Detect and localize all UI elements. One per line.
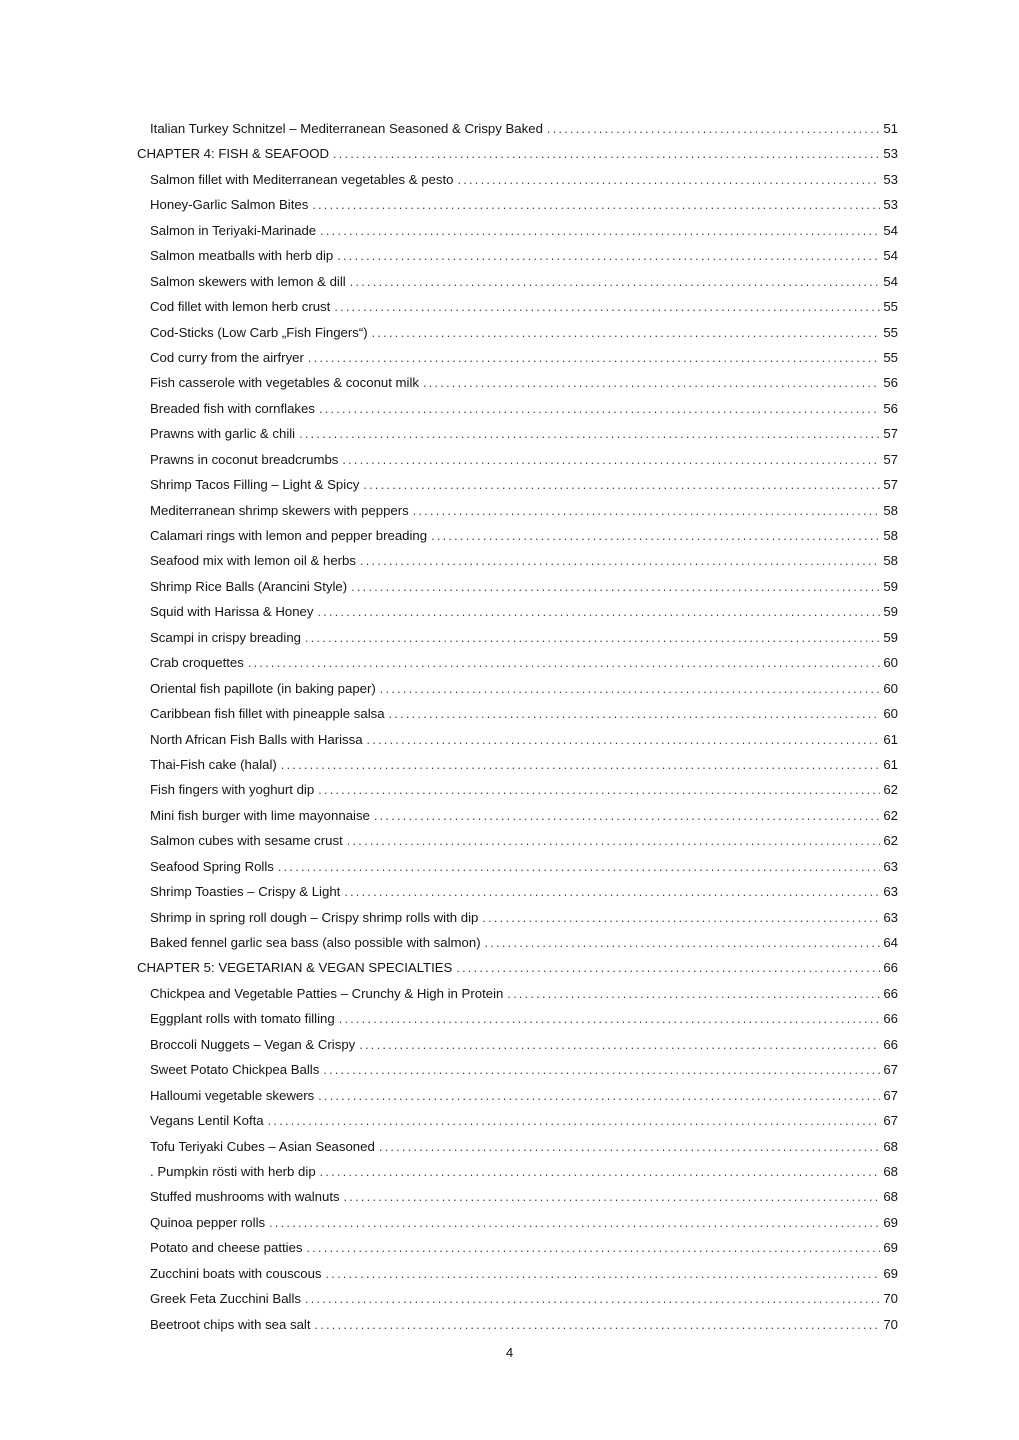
dot-leader <box>347 828 881 854</box>
toc-entry-page: 67 <box>883 1087 898 1103</box>
toc-entry <box>137 1134 898 1159</box>
toc-entry <box>137 599 898 624</box>
toc-entry-page: 60 <box>883 655 898 671</box>
toc-entry <box>137 905 898 930</box>
toc-entry-page: 62 <box>883 833 898 849</box>
toc-entry-label: Crab croquettes <box>150 655 244 671</box>
toc-entry <box>137 192 898 217</box>
toc-entry <box>137 396 898 421</box>
dot-leader <box>307 1235 881 1261</box>
dot-leader <box>372 320 881 346</box>
toc-entry-page: 62 <box>883 807 898 823</box>
toc-entry <box>137 243 898 268</box>
toc-entry-page: 57 <box>883 477 898 493</box>
toc-entry <box>137 1261 898 1286</box>
toc-entry <box>137 625 898 650</box>
toc-entry <box>137 1159 898 1184</box>
toc-entry-label: Calamari rings with lemon and pepper breading <box>150 528 428 543</box>
toc-entry-page: 69 <box>883 1240 898 1256</box>
dot-leader <box>320 218 880 244</box>
dot-leader <box>268 1108 881 1134</box>
dot-leader <box>334 294 880 320</box>
toc-entry-page: 60 <box>883 680 898 696</box>
toc-entry <box>137 1108 898 1133</box>
toc-entry <box>137 269 898 294</box>
dot-leader <box>333 141 880 167</box>
dot-leader <box>350 269 881 295</box>
toc-entry-label: Potato and cheese patties <box>150 1240 303 1256</box>
toc-entry-page: 69 <box>883 1265 898 1281</box>
toc-entry-label: Salmon in Teriyaki-Marinade <box>150 222 317 238</box>
toc-entry-label: Cod fillet with lemon herb crust <box>150 299 331 315</box>
toc-entry-page: 55 <box>883 349 898 365</box>
toc-entry <box>137 1184 898 1209</box>
dot-leader <box>326 1261 881 1287</box>
toc-entry-page: 56 <box>883 400 898 416</box>
dot-leader <box>339 1006 881 1032</box>
toc-entry-page: 68 <box>883 1138 898 1154</box>
dot-leader <box>367 727 881 753</box>
dot-leader <box>299 421 880 447</box>
dot-leader <box>281 752 881 778</box>
toc-entry <box>137 218 898 243</box>
toc-entry-label: Stuffed mushrooms with walnuts <box>150 1189 340 1205</box>
toc-entry-page: 53 <box>883 146 898 162</box>
dot-leader <box>323 1057 880 1083</box>
toc-entry-page: 63 <box>883 909 898 925</box>
dot-leader <box>318 777 880 803</box>
toc-entry <box>137 930 898 955</box>
toc-entry-page: 53 <box>883 171 898 187</box>
toc-entry-label: Tofu Teriyaki Cubes – Asian Seasoned <box>150 1138 375 1154</box>
toc-entry-page: 58 <box>883 553 898 569</box>
toc-entry <box>137 116 898 141</box>
toc-entry-page: 70 <box>883 1291 898 1307</box>
toc-entry <box>137 447 898 472</box>
dot-leader <box>248 650 881 676</box>
toc-entry-label: Beetroot chips with sea salt <box>150 1316 311 1332</box>
toc-list <box>137 116 898 1337</box>
toc-entry-label: Shrimp Rice Balls (Arancini Style) <box>150 578 348 594</box>
dot-leader <box>278 854 880 880</box>
toc-entry <box>137 167 898 192</box>
toc-entry-page: 69 <box>883 1214 898 1230</box>
toc-entry-page: 56 <box>883 375 898 391</box>
toc-entry-label: Honey-Garlic Salmon Bites <box>150 197 309 213</box>
toc-entry <box>137 294 898 319</box>
toc-entry-page: 60 <box>883 706 898 722</box>
toc-entry <box>137 1006 898 1031</box>
toc-entry-page: 54 <box>883 222 898 238</box>
toc-entry-label: Breaded fish with cornflakes <box>150 400 315 416</box>
dot-leader <box>413 498 881 524</box>
dot-leader <box>342 447 880 473</box>
toc-entry-page: 61 <box>883 731 898 747</box>
toc-entry-label: Thai-Fish cake (halal) <box>150 756 277 772</box>
toc-entry-page: 54 <box>883 273 898 289</box>
toc-entry-page: 67 <box>883 1113 898 1129</box>
toc-entry <box>137 981 898 1006</box>
toc-entry <box>137 854 898 879</box>
toc-entry-label: Vegans Lentil Kofta <box>150 1113 264 1129</box>
toc-entry-page: 66 <box>883 985 898 1001</box>
dot-leader <box>351 574 880 600</box>
dot-leader <box>389 701 881 727</box>
toc-entry-label: Salmon skewers with lemon & dill <box>150 273 346 289</box>
toc-entry-label: Mediterranean shrimp skewers with peppers <box>150 502 409 518</box>
toc-entry <box>137 1057 898 1082</box>
toc-entry-label: Greek Feta Zucchini Balls <box>150 1291 301 1307</box>
toc-entry-page: 54 <box>883 248 898 264</box>
toc-entry-label: Fish casserole with vegetables & coconut milk <box>150 375 419 391</box>
toc-entry-label: Chickpea and Vegetable Patties – Crunchy & High in Protein <box>150 985 504 1001</box>
toc-entry-page: 51 <box>883 121 898 136</box>
dot-leader <box>485 930 881 956</box>
toc-entry <box>137 1286 898 1311</box>
toc-entry <box>137 879 898 904</box>
toc-entry-page: 53 <box>883 197 898 213</box>
toc-entry <box>137 320 898 345</box>
dot-leader <box>344 879 880 905</box>
toc-entry <box>137 777 898 802</box>
dot-leader <box>305 625 880 651</box>
toc-entry-page: 58 <box>883 502 898 518</box>
toc-entry-page: 59 <box>883 604 898 620</box>
toc-entry-page: 68 <box>883 1189 898 1205</box>
dot-leader <box>317 599 880 625</box>
toc-entry-label: Salmon fillet with Mediterranean vegetables & pesto <box>150 171 454 187</box>
toc-entry-page: 59 <box>883 578 898 594</box>
toc-entry <box>137 345 898 370</box>
toc-entry-label: Shrimp Tacos Filling – Light & Spicy <box>150 477 360 493</box>
toc-entry-label: CHAPTER 4: FISH & SEAFOOD <box>137 146 329 162</box>
toc-entry-label: Halloumi vegetable skewers <box>150 1087 315 1103</box>
toc-entry-label: Seafood Spring Rolls <box>150 858 274 874</box>
toc-entry-label: CHAPTER 5: VEGETARIAN & VEGAN SPECIALTIES <box>137 960 453 976</box>
toc-entry <box>137 421 898 446</box>
toc-entry <box>137 548 898 573</box>
toc-entry <box>137 676 898 701</box>
toc-entry-label: Fish fingers with yoghurt dip <box>150 782 315 798</box>
toc-entry <box>137 1083 898 1108</box>
toc-entry-label: Seafood mix with lemon oil & herbs <box>150 553 356 569</box>
toc-entry <box>137 141 898 166</box>
dot-leader <box>456 955 880 981</box>
toc-entry-page: 58 <box>883 528 898 543</box>
toc-entry <box>137 701 898 726</box>
toc-entry-label: Prawns with garlic & chili <box>150 426 296 442</box>
toc-entry-label: North African Fish Balls with Harissa <box>150 731 363 747</box>
toc-entry <box>137 752 898 777</box>
dot-leader <box>337 243 880 269</box>
toc-entry-label: Salmon meatballs with herb dip <box>150 248 334 264</box>
toc-entry <box>137 828 898 853</box>
toc-entry <box>137 650 898 675</box>
toc-entry-label: Quinoa pepper rolls <box>150 1214 266 1230</box>
toc-entry-label: Baked fennel garlic sea bass (also possible with salmon) <box>150 935 481 950</box>
dot-leader <box>363 472 880 498</box>
dot-leader <box>547 116 880 142</box>
toc-entry-page: 57 <box>883 426 898 442</box>
toc-entry-page: 63 <box>883 858 898 874</box>
toc-entry-page: 66 <box>883 1011 898 1027</box>
toc-entry-page: 70 <box>883 1316 898 1332</box>
toc-entry-label: Shrimp Toasties – Crispy & Light <box>150 884 341 900</box>
dot-leader <box>315 1312 881 1338</box>
toc-entry-label: Scampi in crispy breading <box>150 629 301 645</box>
toc-entry-label: Broccoli Nuggets – Vegan & Crispy <box>150 1036 356 1052</box>
toc-entry-label: Cod curry from the airfryer <box>150 349 304 365</box>
dot-leader <box>344 1184 881 1210</box>
toc-entry-label: Sweet Potato Chickpea Balls <box>150 1062 320 1078</box>
dot-leader <box>308 345 880 371</box>
toc-entry-label: Caribbean fish fillet with pineapple salsa <box>150 706 385 722</box>
dot-leader <box>431 523 880 549</box>
toc-entry <box>137 472 898 497</box>
toc-entry-label: Italian Turkey Schnitzel – Mediterranean Seasoned & Crispy Baked <box>150 121 543 136</box>
dot-leader <box>379 1134 881 1160</box>
dot-leader <box>360 548 880 574</box>
toc-entry <box>137 1210 898 1235</box>
toc-entry-label: Shrimp in spring roll dough – Crispy shrimp rolls with dip <box>150 909 479 925</box>
toc-entry-page: 66 <box>883 960 898 976</box>
toc-entry <box>137 803 898 828</box>
toc-entry-label: Cod-Sticks (Low Carb „Fish Fingers“) <box>150 324 368 340</box>
dot-leader <box>507 981 880 1007</box>
dot-leader <box>380 676 881 702</box>
toc-entry <box>137 370 898 395</box>
dot-leader <box>320 1159 881 1185</box>
dot-leader <box>374 803 880 829</box>
dot-leader <box>482 905 880 931</box>
dot-leader <box>269 1210 880 1236</box>
toc-entry-label: Zucchini boats with couscous <box>150 1265 322 1281</box>
dot-leader <box>305 1286 880 1312</box>
dot-leader <box>423 370 880 396</box>
toc-entry-page: 64 <box>883 935 898 950</box>
dot-leader <box>457 167 880 193</box>
toc-entry-page: 57 <box>883 451 898 467</box>
toc-entry-page: 59 <box>883 629 898 645</box>
toc-entry-label: Oriental fish papillote (in baking paper) <box>150 680 376 696</box>
toc-entry-page: 66 <box>883 1036 898 1052</box>
dot-leader <box>312 192 880 218</box>
footer-page-number: 4 <box>505 1345 514 1360</box>
toc-entry-label: Eggplant rolls with tomato filling <box>150 1011 335 1027</box>
toc-entry <box>137 1235 898 1260</box>
toc-entry <box>137 574 898 599</box>
toc-entry <box>137 955 898 980</box>
toc-entry-page: 55 <box>883 324 898 340</box>
toc-entry-page: 67 <box>883 1062 898 1078</box>
dot-leader <box>319 396 880 422</box>
dot-leader <box>318 1083 880 1109</box>
dot-leader <box>359 1032 880 1058</box>
toc-entry-page: 61 <box>883 756 898 772</box>
toc-entry-page: 68 <box>883 1163 898 1179</box>
toc-entry-label: Mini fish burger with lime mayonnaise <box>150 807 370 823</box>
toc-entry <box>137 498 898 523</box>
toc-entry-page: 55 <box>883 299 898 315</box>
toc-entry-label: Squid with Harissa & Honey <box>150 604 314 620</box>
toc-entry-label: . Pumpkin rösti with herb dip <box>150 1163 316 1179</box>
toc-entry <box>137 523 898 548</box>
toc-entry-page: 62 <box>883 782 898 798</box>
toc-entry <box>137 1032 898 1057</box>
toc-entry <box>137 1312 898 1337</box>
toc-entry <box>137 727 898 752</box>
toc-entry-page: 63 <box>883 884 898 900</box>
toc-entry-label: Salmon cubes with sesame crust <box>150 833 343 849</box>
toc-entry-label: Prawns in coconut breadcrumbs <box>150 451 339 467</box>
